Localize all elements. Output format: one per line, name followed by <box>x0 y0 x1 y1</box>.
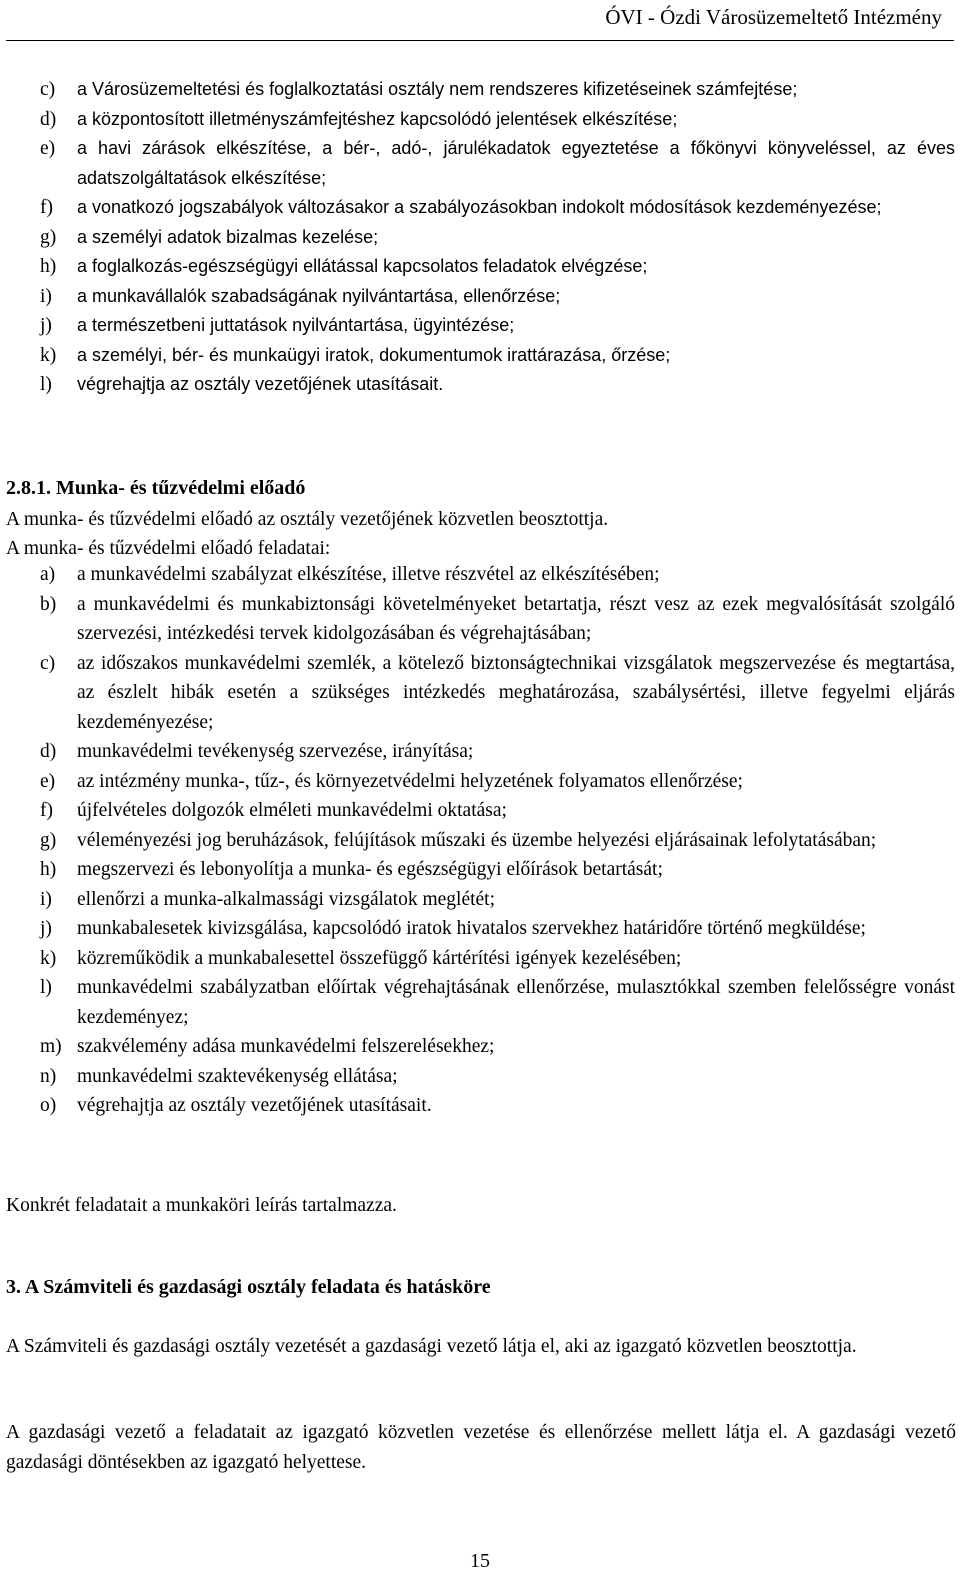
header-divider <box>6 40 954 41</box>
list-item <box>40 590 955 649</box>
list-item-letter: f) <box>40 197 53 218</box>
list-item-letter: i) <box>40 888 52 910</box>
list-item-letter: j) <box>40 918 52 939</box>
list-item-letter: g) <box>40 226 57 248</box>
list-item <box>40 826 955 856</box>
list-item <box>40 75 955 105</box>
list-item-text: szakvélemény adása munkavédelmi felszerelésekhez; <box>77 1036 495 1057</box>
safety-officer-duties-list <box>40 560 955 1121</box>
list-item <box>40 193 955 223</box>
list-item-text: a munkavédelmi szabályzat elkészítése, illetve részvétel az elkészítésében; <box>77 564 660 585</box>
list-item-text: az intézmény munka-, tűz-, és környezetvédelmi helyzetének folyamatos ellenőrzése; <box>77 770 743 792</box>
list-item <box>40 1032 955 1062</box>
list-item <box>40 767 955 797</box>
list-item-letter: c) <box>40 79 56 100</box>
list-item-text: végrehajtja az osztály vezetőjének utasításait. <box>77 1095 432 1116</box>
list-item-text: az időszakos munkavédelmi szemlék, a kötelező biztonságtechnikai vizsgálatok megszervezése és megtartása, az észlelt hibák esetén a szükséges intézkedés meghatározása, szabálysértési, illetve fegyelmi eljárás kezdeményezése; <box>77 652 955 733</box>
list-item <box>40 223 955 253</box>
list-item-letter: o) <box>40 1095 57 1116</box>
list-item-letter: h) <box>40 859 57 880</box>
list-item-letter: l) <box>40 977 52 998</box>
list-item <box>40 944 955 974</box>
list-item <box>40 973 955 1032</box>
section-2-8-1-line-2: A munka- és tűzvédelmi előadó feladatai: <box>6 538 331 559</box>
list-item <box>40 252 955 282</box>
list-item-text: a foglalkozás-egészségügyi ellátással kapcsolatos feladatok elvégzése; <box>77 256 648 276</box>
list-item <box>40 560 955 590</box>
list-item <box>40 796 955 826</box>
list-item-letter: b) <box>40 593 57 615</box>
list-item-letter: k) <box>40 947 57 969</box>
list-item-letter: a) <box>40 564 56 585</box>
list-item <box>40 885 955 915</box>
list-item-text: a személyi, bér- és munkaügyi iratok, dokumentumok irattárazása, őrzése; <box>77 344 671 365</box>
list-item-text: a személyi adatok bizalmas kezelése; <box>77 226 379 247</box>
list-item-text: végrehajtja az osztály vezetőjének utasításait. <box>77 374 444 394</box>
page-number: 15 <box>470 1550 490 1572</box>
list-item <box>40 1091 955 1121</box>
list-item <box>40 282 955 312</box>
list-item-text: a Városüzemeltetési és foglalkoztatási osztály nem rendszeres kifizetéseinek számfejtése; <box>77 79 798 99</box>
list-item-text: ellenőrzi a munka-alkalmassági vizsgálatok meglétét; <box>77 888 496 910</box>
list-item-text: a havi zárások elkészítése, a bér-, adó-, járulékadatok egyeztetése a főkönyvi könyveléssel, az éves adatszolgáltatások elkészítése; <box>77 138 955 188</box>
list-item-letter: i) <box>40 285 52 307</box>
list-item-letter: e) <box>40 770 56 792</box>
list-item-text: a munkavállalók szabadságának nyilvántartása, ellenőrzése; <box>77 285 561 306</box>
list-item-text: munkavédelmi tevékenység szervezése, irányítása; <box>77 741 474 762</box>
list-item <box>40 914 955 944</box>
list-item-text: a munkavédelmi és munkabiztonsági követelményeket betartatja, részt vesz az ezek megvalósítását szolgáló szervezési, intézkedési tervek kidolgozásában és végrehajtásában; <box>77 593 955 644</box>
list-item-text: a vonatkozó jogszabályok változásakor a szabályozásokban indokolt módosítások kezdeményezése; <box>77 197 882 217</box>
list-item <box>40 105 955 135</box>
list-item <box>40 855 955 885</box>
page-header-title: ÓVI - Ózdi Városüzemeltető Intézmény <box>605 5 942 29</box>
closing-line: Konkrét feladatait a munkaköri leírás tartalmazza. <box>6 1195 397 1216</box>
list-item-letter: g) <box>40 829 57 851</box>
list-item-letter: f) <box>40 800 53 821</box>
section-3-paragraph-1: A Számviteli és gazdasági osztály vezetését a gazdasági vezető látja el, aki az igazgató közvetlen beosztottja. <box>6 1336 857 1357</box>
section-2-8-1-line-1: A munka- és tűzvédelmi előadó az osztály vezetőjének közvetlen beosztottja. <box>6 509 609 530</box>
list-item-letter: n) <box>40 1065 57 1087</box>
list-item <box>40 649 955 738</box>
list-item-letter: c) <box>40 652 56 674</box>
list-item <box>40 341 955 371</box>
list-item-letter: h) <box>40 256 57 277</box>
list-item <box>40 134 955 193</box>
list-item-letter: k) <box>40 344 57 366</box>
list-item-text: a központosított illetményszámfejtéshez kapcsolódó jelentések elkészítése; <box>77 108 678 129</box>
duties-list-continued <box>40 75 955 400</box>
list-item-text: munkavédelmi szaktevékenység ellátása; <box>77 1065 398 1087</box>
list-item-letter: e) <box>40 138 56 159</box>
list-item <box>40 370 955 400</box>
list-item <box>40 311 955 341</box>
section-heading-2-8-1: 2.8.1. Munka- és tűzvédelmi előadó <box>6 477 306 499</box>
list-item-letter: d) <box>40 108 57 130</box>
section-3-paragraph-2: A gazdasági vezető a feladatait az igazgató közvetlen vezetése és ellenőrzése mellett látja el. A gazdasági vezető gazdasági döntésekben az igazgató helyettese. <box>6 1422 956 1473</box>
list-item-text: újfelvételes dolgozók elméleti munkavédelmi oktatása; <box>77 800 507 821</box>
list-item-letter: d) <box>40 741 57 762</box>
list-item-text: munkabalesetek kivizsgálása, kapcsolódó iratok hivatalos szervekhez határidőre történő megküldése; <box>77 918 866 939</box>
section-heading-3: 3. A Számviteli és gazdasági osztály feladata és hatásköre <box>6 1276 491 1298</box>
list-item-letter: m) <box>40 1036 62 1057</box>
list-item-letter: l) <box>40 374 52 395</box>
list-item-letter: j) <box>40 315 52 336</box>
list-item-text: közreműködik a munkabalesettel összefüggő kártérítési igények kezelésében; <box>77 947 682 969</box>
list-item-text: munkavédelmi szabályzatban előírtak végrehajtásának ellenőrzése, mulasztókkal szemben felelősségre vonást kezdeményez; <box>77 977 955 1028</box>
list-item <box>40 737 955 767</box>
list-item-text: véleményezési jog beruházások, felújítások műszaki és üzembe helyezési eljárásainak lefolytatásában; <box>77 829 877 851</box>
list-item-text: a természetbeni juttatások nyilvántartása, ügyintézése; <box>77 315 515 335</box>
list-item <box>40 1062 955 1092</box>
list-item-text: megszervezi és lebonyolítja a munka- és egészségügyi előírások betartását; <box>77 859 663 880</box>
